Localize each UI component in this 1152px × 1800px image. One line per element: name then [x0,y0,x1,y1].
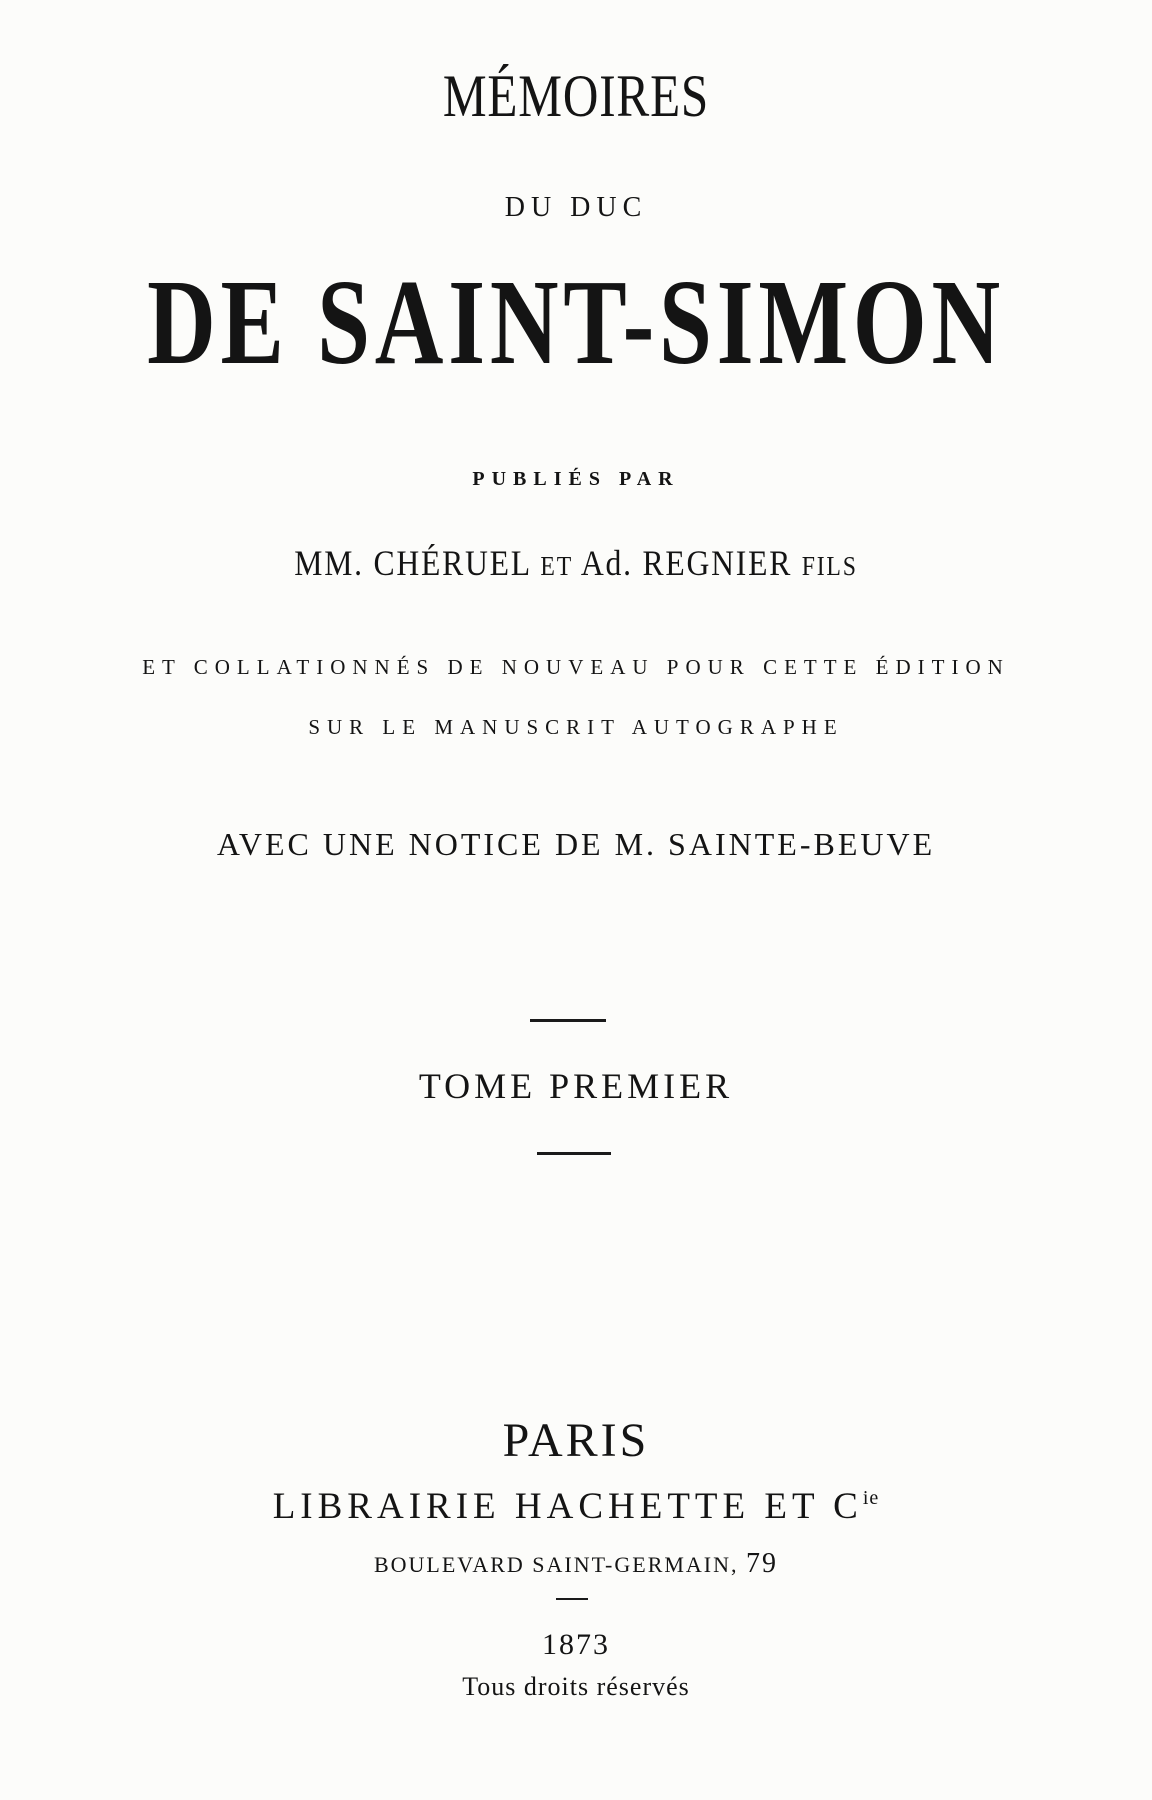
collation-line-2: SUR LE MANUSCRIT AUTOGRAPHE [308,715,844,739]
editors-conjunction: ET [540,551,573,581]
editor-2-suffix: FILS [801,551,858,581]
volume-label: TOME PREMIER [418,1066,734,1106]
editor-1: MM. CHÉRUEL [294,543,531,583]
divider-rule [556,1598,588,1600]
rights-notice: Tous droits réservés [462,1672,690,1701]
subtitle-du-duc: DU DUC [504,192,648,223]
collation-line-1: ET COLLATIONNÉS DE NOUVEAU POUR CETTE ÉDITION [142,655,1010,679]
city: PARIS [502,1414,650,1467]
address-line [0,1548,1152,1580]
title-top: MÉMOIRES [442,63,710,129]
address-street: BOULEVARD SAINT-GERMAIN, [373,1552,739,1577]
publication-year: 1873 [542,1628,610,1661]
editor-2: Ad. REGNIER [580,543,793,583]
divider-rule [537,1152,611,1155]
address-number: 79 [746,1548,779,1579]
editors-line [69,542,1083,584]
divider-rule [530,1019,606,1022]
publisher-name: LIBRAIRIE HACHETTE ET C [272,1486,863,1527]
publisher-line [0,1485,1152,1528]
published-by-label: PUBLIÉS PAR [472,468,680,490]
publisher-superscript: ie [862,1487,880,1509]
main-title: DE SAINT-SIMON [147,255,1005,390]
notice-line: AVEC UNE NOTICE DE M. SAINTE-BEUVE [216,826,936,862]
